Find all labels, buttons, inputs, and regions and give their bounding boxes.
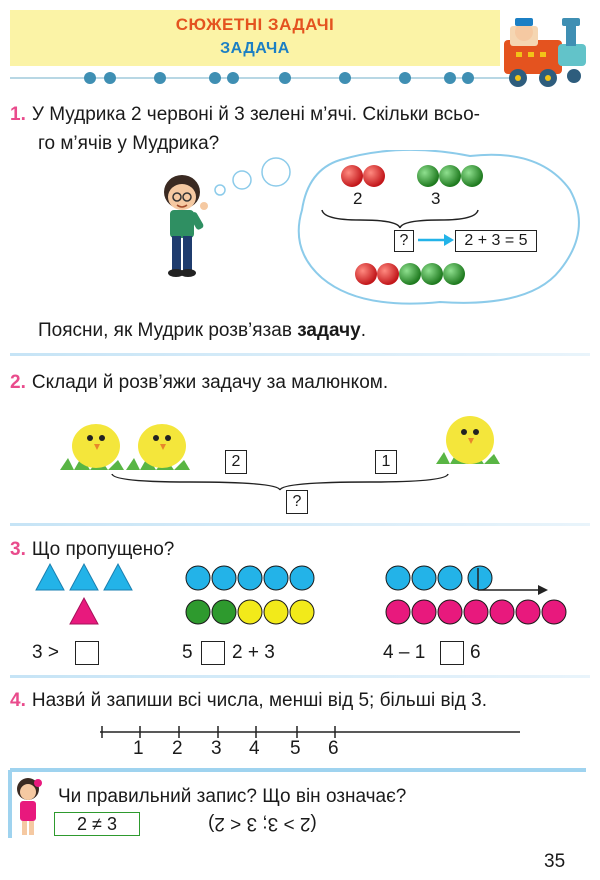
blue-circle — [290, 566, 314, 590]
pink-circle — [490, 600, 514, 624]
girl-character-icon — [10, 775, 50, 839]
task4-line: Назви́ й запиши всі числа, менші від 5; більші від 3. — [31, 690, 487, 711]
separator — [10, 353, 590, 356]
blue-circle — [186, 566, 210, 590]
tick-label: 1 — [133, 738, 144, 759]
note-record-box: 2 ≠ 3 — [54, 812, 140, 836]
box-right: 1 — [375, 450, 397, 474]
task1-explain-prefix: Поясни, як Мудрик розв’язав — [38, 320, 298, 341]
separator — [10, 523, 590, 526]
green-ball — [439, 165, 461, 187]
expr1-answer-box[interactable] — [75, 641, 99, 665]
blue-circle — [412, 566, 436, 590]
note-question: Чи правильний запис? Що він означає? — [58, 786, 407, 807]
expr1-left: 3 > — [32, 642, 59, 663]
header-title: СЮЖЕТНІ ЗАДАЧІ — [175, 15, 335, 34]
tick-label: 2 — [172, 738, 183, 759]
yellow-circle — [290, 600, 314, 624]
task2-line: Склади й розв’яжи задачу за малюнком. — [31, 372, 389, 393]
expr2-left: 5 — [182, 642, 193, 663]
locomotive-icon — [500, 6, 595, 94]
task1-explain — [38, 320, 366, 342]
blue-circle — [438, 566, 462, 590]
task1-number: 1. — [10, 104, 26, 125]
note-mirrored-text: (2 > 3; 3 < 2) — [208, 813, 317, 834]
pink-circle — [438, 600, 462, 624]
blue-circle — [238, 566, 262, 590]
tick-label: 4 — [249, 738, 260, 759]
task1-explain-bold: задачу — [297, 320, 361, 341]
pink-circle — [464, 600, 488, 624]
arrow-right-icon — [418, 232, 454, 248]
chick-icon — [436, 416, 500, 464]
task3-line: Що пропущено? — [31, 539, 175, 560]
red-ball — [377, 263, 399, 285]
chicks-illustration — [60, 400, 560, 480]
yellow-circle — [264, 600, 288, 624]
task3-number: 3. — [10, 539, 26, 560]
question-box: ? — [394, 230, 414, 252]
box-left: 2 — [225, 450, 247, 474]
task4-number: 4. — [10, 690, 26, 711]
yellow-circle — [238, 600, 262, 624]
expr3-right: 6 — [470, 642, 481, 663]
chick-icon — [60, 424, 124, 470]
task1-line2: го м’ячів у Мудрика? — [38, 133, 220, 154]
blue-triangle — [36, 564, 64, 590]
blue-triangle — [70, 564, 98, 590]
green-ball — [417, 165, 439, 187]
task1-line1: У Мудрика 2 червоні й 3 зелені м’ячі. Скільки всьо- — [31, 104, 480, 125]
expr3-answer-box[interactable] — [440, 641, 464, 665]
red-ball — [355, 263, 377, 285]
green-ball — [443, 263, 465, 285]
pink-triangle — [70, 598, 98, 624]
tick-label: 6 — [328, 738, 339, 759]
number-line — [90, 722, 530, 742]
task3-shapes — [30, 560, 590, 630]
pink-circle — [386, 600, 410, 624]
red-ball — [341, 165, 363, 187]
header-subtitle: ЗАДАЧА — [220, 40, 290, 57]
expr1 — [32, 642, 59, 664]
expr2-answer-box[interactable] — [201, 641, 225, 665]
count-red: 2 — [353, 189, 363, 208]
green-ball — [399, 263, 421, 285]
green-ball — [461, 165, 483, 187]
task3-text — [10, 539, 174, 561]
task4-text — [10, 690, 487, 712]
separator — [10, 675, 590, 678]
task2-text — [10, 372, 388, 394]
task1-text-line1 — [10, 104, 480, 126]
blue-circle — [468, 566, 492, 590]
brace-bottom — [110, 470, 450, 494]
tick-label: 3 — [211, 738, 222, 759]
brace-top — [320, 200, 500, 230]
pink-circle — [516, 600, 540, 624]
task1-explain-suffix: . — [360, 320, 367, 341]
pink-circle — [412, 600, 436, 624]
blue-circle — [264, 566, 288, 590]
expr2-right: 2 + 3 — [232, 642, 275, 663]
task2-number: 2. — [10, 372, 26, 393]
green-circle — [212, 600, 236, 624]
pink-circle — [542, 600, 566, 624]
tick-label: 5 — [290, 738, 301, 759]
blue-circle — [212, 566, 236, 590]
count-green: 3 — [431, 189, 441, 208]
green-circle — [186, 600, 210, 624]
blue-circle — [386, 566, 410, 590]
equation-box: 2 + 3 = 5 — [455, 230, 537, 252]
balls-row-bottom — [346, 258, 556, 292]
chick-icon — [126, 424, 190, 470]
blue-triangle — [104, 564, 132, 590]
green-ball — [421, 263, 443, 285]
red-ball — [363, 165, 385, 187]
expr3-left: 4 – 1 — [383, 642, 426, 663]
page-number: 35 — [544, 851, 566, 872]
box-total: ? — [286, 490, 308, 514]
